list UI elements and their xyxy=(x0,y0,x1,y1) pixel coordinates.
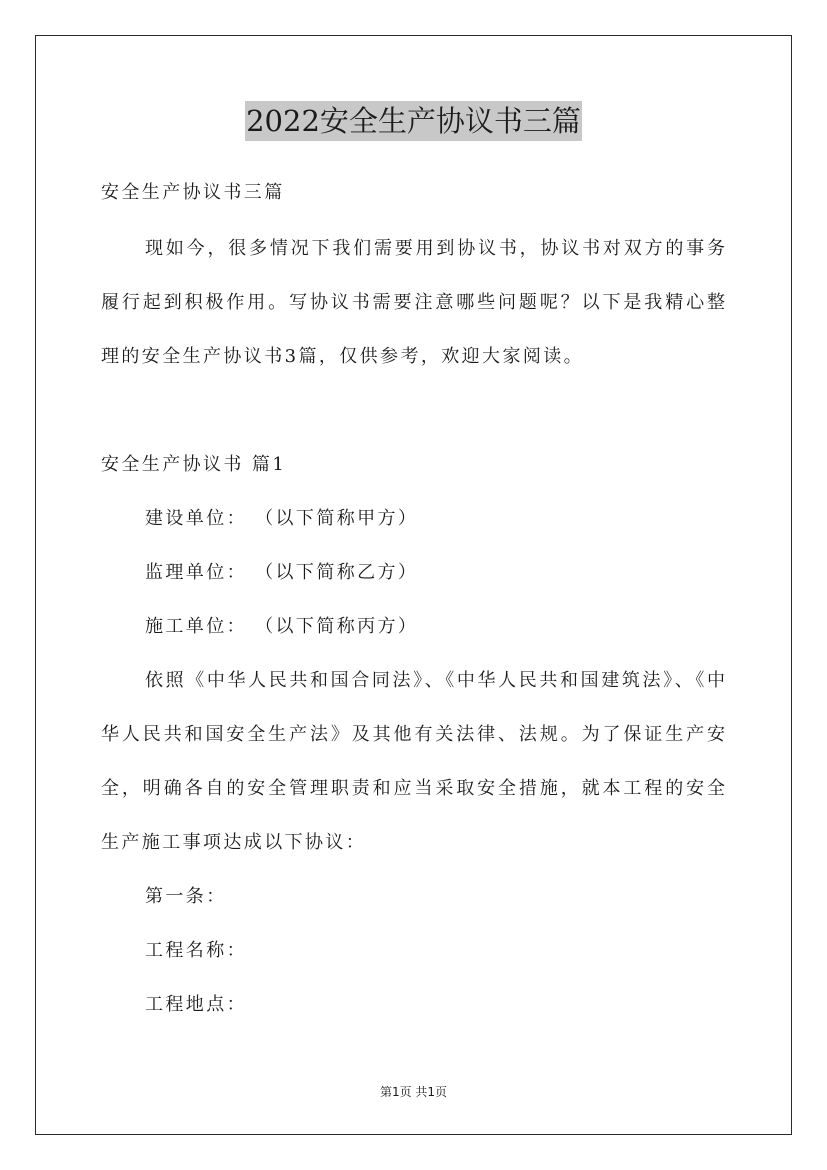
title-container xyxy=(0,101,827,141)
party-supervision: 监理单位： （以下简称乙方） xyxy=(145,562,419,583)
intro-line-2: 履行起到积极作用。写协议书需要注意哪些问题呢？以下是我精心整 xyxy=(101,292,725,313)
project-site-field: 工程地点： xyxy=(145,994,247,1015)
document-title: 2022安全生产协议书三篇 xyxy=(245,101,582,141)
subtitle: 安全生产协议书三篇 xyxy=(101,182,285,203)
page-footer: 第1页 共1页 xyxy=(379,1085,448,1099)
party-construction: 建设单位： （以下简称甲方） xyxy=(145,508,419,529)
basis-line-1: 依照《中华人民共和国合同法》、《中华人民共和国建筑法》、《中 xyxy=(145,670,725,691)
basis-line-3: 全，明确各自的安全管理职责和应当采取安全措施，就本工程的安全 xyxy=(101,778,725,799)
basis-line-4: 生产施工事项达成以下协议： xyxy=(101,832,367,853)
basis-line-2: 华人民共和国安全生产法》及其他有关法律、法规。为了保证生产安 xyxy=(101,724,725,745)
intro-line-3: 理的安全生产协议书3篇，仅供参考，欢迎大家阅读。 xyxy=(101,346,585,367)
project-name-field: 工程名称： xyxy=(145,940,247,961)
article-1: 第一条： xyxy=(145,886,227,907)
intro-line-1: 现如今，很多情况下我们需要用到协议书，协议书对双方的事务 xyxy=(145,238,725,259)
section-heading: 安全生产协议书 篇1 xyxy=(101,454,287,475)
party-contractor: 施工单位： （以下简称丙方） xyxy=(145,616,419,637)
